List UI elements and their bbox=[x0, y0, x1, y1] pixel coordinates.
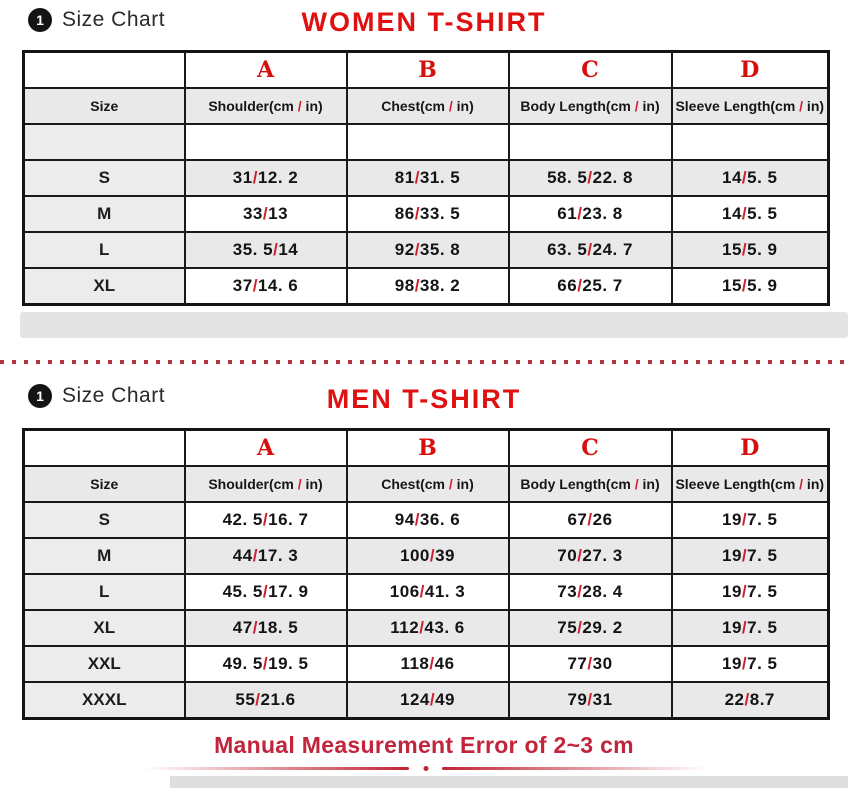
measurement-cell: 77/30 bbox=[509, 646, 672, 682]
dotted-divider bbox=[0, 360, 848, 364]
red-slash: / bbox=[577, 204, 583, 223]
underline-left-stroke bbox=[143, 767, 409, 770]
women-table-title: WOMEN T-SHIRT bbox=[301, 7, 547, 37]
table-row bbox=[24, 196, 829, 232]
table-row bbox=[24, 268, 829, 305]
numbered-badge-icon: 1 bbox=[28, 8, 52, 32]
measurement-cell: 33/13 bbox=[185, 196, 347, 232]
size-label-cell bbox=[24, 124, 185, 160]
measurement-cell: 47/18. 5 bbox=[185, 610, 347, 646]
red-slash: / bbox=[414, 510, 420, 529]
bottom-edge-band bbox=[170, 776, 848, 788]
red-slash: / bbox=[429, 690, 436, 709]
measurement-cell bbox=[347, 124, 509, 160]
letter-header-d: D bbox=[672, 430, 829, 467]
measurement-cell: 67/26 bbox=[509, 502, 672, 538]
red-slash: / bbox=[429, 654, 435, 673]
size-label-cell: XL bbox=[24, 610, 185, 646]
measurement-cell: 37/14. 6 bbox=[185, 268, 347, 305]
measurement-cell: 86/33. 5 bbox=[347, 196, 509, 232]
measurement-cell: 124/49 bbox=[347, 682, 509, 719]
measurement-cell: 63. 5/24. 7 bbox=[509, 232, 672, 268]
measurement-cell: 94/36. 6 bbox=[347, 502, 509, 538]
column-header-row bbox=[24, 466, 829, 502]
red-slash: / bbox=[262, 510, 269, 529]
men-table-title: MEN T-SHIRT bbox=[326, 384, 522, 414]
table-row bbox=[24, 574, 829, 610]
red-slash: / bbox=[577, 582, 583, 601]
size-label-cell: XXL bbox=[24, 646, 185, 682]
measurement-cell: 81/31. 5 bbox=[347, 160, 509, 196]
red-slash: / bbox=[577, 276, 583, 295]
red-slash: / bbox=[741, 510, 748, 529]
red-slash: / bbox=[297, 98, 302, 114]
red-slash: / bbox=[577, 546, 583, 565]
red-slash: / bbox=[744, 690, 750, 709]
red-slash: / bbox=[741, 276, 748, 295]
column-header-cell: Shoulder(cm / in) bbox=[185, 88, 347, 124]
measurement-cell: 66/25. 7 bbox=[509, 268, 672, 305]
red-slash: / bbox=[262, 204, 269, 223]
red-slash: / bbox=[273, 240, 279, 259]
letter-header-d: D bbox=[672, 52, 829, 89]
measurement-cell: 92/35. 8 bbox=[347, 232, 509, 268]
measurement-cell: 31/12. 2 bbox=[185, 160, 347, 196]
column-header-cell: Chest(cm / in) bbox=[347, 466, 509, 502]
measurement-cell: 61/23. 8 bbox=[509, 196, 672, 232]
underline-center-dot bbox=[423, 766, 428, 771]
letter-header-a: A bbox=[185, 430, 347, 467]
measurement-cell: 75/29. 2 bbox=[509, 610, 672, 646]
red-slash: / bbox=[741, 546, 748, 565]
measurement-cell: 35. 5/14 bbox=[185, 232, 347, 268]
size-label-cell: L bbox=[24, 232, 185, 268]
measurement-cell: 118/46 bbox=[347, 646, 509, 682]
measurement-cell: 15/5. 9 bbox=[672, 268, 829, 305]
red-slash: / bbox=[587, 240, 593, 259]
column-header-row bbox=[24, 88, 829, 124]
red-slash: / bbox=[448, 476, 453, 492]
section-label-text: Size Chart bbox=[62, 384, 166, 407]
measurement-cell: 14/5. 5 bbox=[672, 160, 829, 196]
size-label-cell: XXXL bbox=[24, 682, 185, 719]
measurement-cell: 100/39 bbox=[347, 538, 509, 574]
letter-header-c: C bbox=[509, 52, 672, 89]
measurement-cell bbox=[509, 124, 672, 160]
measurement-cell: 112/43. 6 bbox=[347, 610, 509, 646]
measurement-cell: 55/21.6 bbox=[185, 682, 347, 719]
measurement-cell: 106/41. 3 bbox=[347, 574, 509, 610]
measurement-cell: 98/38. 2 bbox=[347, 268, 509, 305]
corner-cell bbox=[24, 430, 185, 467]
table-row bbox=[24, 646, 829, 682]
red-slash: / bbox=[419, 618, 425, 637]
red-slash: / bbox=[741, 240, 748, 259]
women-size-table bbox=[22, 50, 830, 306]
letter-header-b: B bbox=[347, 430, 509, 467]
red-slash: / bbox=[577, 618, 583, 637]
red-slash: / bbox=[414, 276, 420, 295]
red-slash: / bbox=[252, 276, 258, 295]
size-label-cell: L bbox=[24, 574, 185, 610]
red-slash: / bbox=[741, 168, 748, 187]
column-header-cell: Size bbox=[24, 466, 185, 502]
red-slash: / bbox=[799, 476, 804, 492]
measurement-cell: 14/5. 5 bbox=[672, 196, 829, 232]
measurement-cell bbox=[185, 124, 347, 160]
table-row bbox=[24, 538, 829, 574]
red-slash: / bbox=[741, 204, 748, 223]
red-slash: / bbox=[414, 204, 420, 223]
decorative-underline bbox=[143, 766, 708, 770]
red-slash: / bbox=[414, 168, 420, 187]
measurement-cell bbox=[672, 124, 829, 160]
measurement-cell: 22/8.7 bbox=[672, 682, 829, 719]
red-slash: / bbox=[419, 582, 425, 601]
measurement-cell: 79/31 bbox=[509, 682, 672, 719]
measurement-cell: 19/7. 5 bbox=[672, 610, 829, 646]
measurement-cell: 15/5. 9 bbox=[672, 232, 829, 268]
size-label-cell: S bbox=[24, 160, 185, 196]
measurement-cell: 44/17. 3 bbox=[185, 538, 347, 574]
red-slash: / bbox=[587, 168, 593, 187]
numbered-badge-icon: 1 bbox=[28, 384, 52, 408]
measurement-cell: 70/27. 3 bbox=[509, 538, 672, 574]
table-row bbox=[24, 502, 829, 538]
red-slash: / bbox=[262, 582, 269, 601]
letter-header-c: C bbox=[509, 430, 672, 467]
red-slash: / bbox=[297, 476, 302, 492]
shadow-band bbox=[20, 312, 848, 338]
measurement-cell: 73/28. 4 bbox=[509, 574, 672, 610]
red-slash: / bbox=[414, 240, 420, 259]
red-slash: / bbox=[741, 582, 748, 601]
red-slash: / bbox=[448, 98, 453, 114]
letter-header-row bbox=[24, 52, 829, 89]
size-label-cell: M bbox=[24, 538, 185, 574]
size-label-cell: M bbox=[24, 196, 185, 232]
column-header-cell: Size bbox=[24, 88, 185, 124]
red-slash: / bbox=[634, 476, 639, 492]
red-slash: / bbox=[741, 618, 748, 637]
red-slash: / bbox=[587, 510, 593, 529]
red-slash: / bbox=[634, 98, 639, 114]
column-header-cell: Body Length(cm / in) bbox=[509, 88, 672, 124]
red-slash: / bbox=[252, 618, 258, 637]
table-row bbox=[24, 124, 829, 160]
letter-header-b: B bbox=[347, 52, 509, 89]
letter-header-row bbox=[24, 430, 829, 467]
measurement-cell: 19/7. 5 bbox=[672, 574, 829, 610]
red-slash: / bbox=[252, 168, 258, 187]
table-row bbox=[24, 682, 829, 719]
underline-right-stroke bbox=[442, 767, 708, 770]
measurement-cell: 19/7. 5 bbox=[672, 538, 829, 574]
red-slash: / bbox=[252, 546, 258, 565]
red-slash: / bbox=[255, 690, 261, 709]
men-size-table bbox=[22, 428, 830, 720]
red-slash: / bbox=[799, 98, 804, 114]
measurement-cell: 19/7. 5 bbox=[672, 646, 829, 682]
size-label-cell: XL bbox=[24, 268, 185, 305]
column-header-cell: Chest(cm / in) bbox=[347, 88, 509, 124]
column-header-cell: Sleeve Length(cm / in) bbox=[672, 466, 829, 502]
red-slash: / bbox=[262, 654, 269, 673]
red-slash: / bbox=[741, 654, 748, 673]
measurement-cell: 19/7. 5 bbox=[672, 502, 829, 538]
red-slash: / bbox=[587, 654, 593, 673]
column-header-cell: Shoulder(cm / in) bbox=[185, 466, 347, 502]
column-header-cell: Sleeve Length(cm / in) bbox=[672, 88, 829, 124]
red-slash: / bbox=[587, 690, 593, 709]
measurement-error-note: Manual Measurement Error of 2~3 cm bbox=[214, 732, 634, 758]
corner-cell bbox=[24, 52, 185, 89]
letter-header-a: A bbox=[185, 52, 347, 89]
measurement-cell: 58. 5/22. 8 bbox=[509, 160, 672, 196]
red-slash: / bbox=[429, 546, 436, 565]
column-header-cell: Body Length(cm / in) bbox=[509, 466, 672, 502]
section-label-text: Size Chart bbox=[62, 8, 166, 31]
table-row bbox=[24, 232, 829, 268]
measurement-cell: 49. 5/19. 5 bbox=[185, 646, 347, 682]
measurement-cell: 42. 5/16. 7 bbox=[185, 502, 347, 538]
table-row bbox=[24, 160, 829, 196]
measurement-cell: 45. 5/17. 9 bbox=[185, 574, 347, 610]
size-label-cell: S bbox=[24, 502, 185, 538]
table-row bbox=[24, 610, 829, 646]
